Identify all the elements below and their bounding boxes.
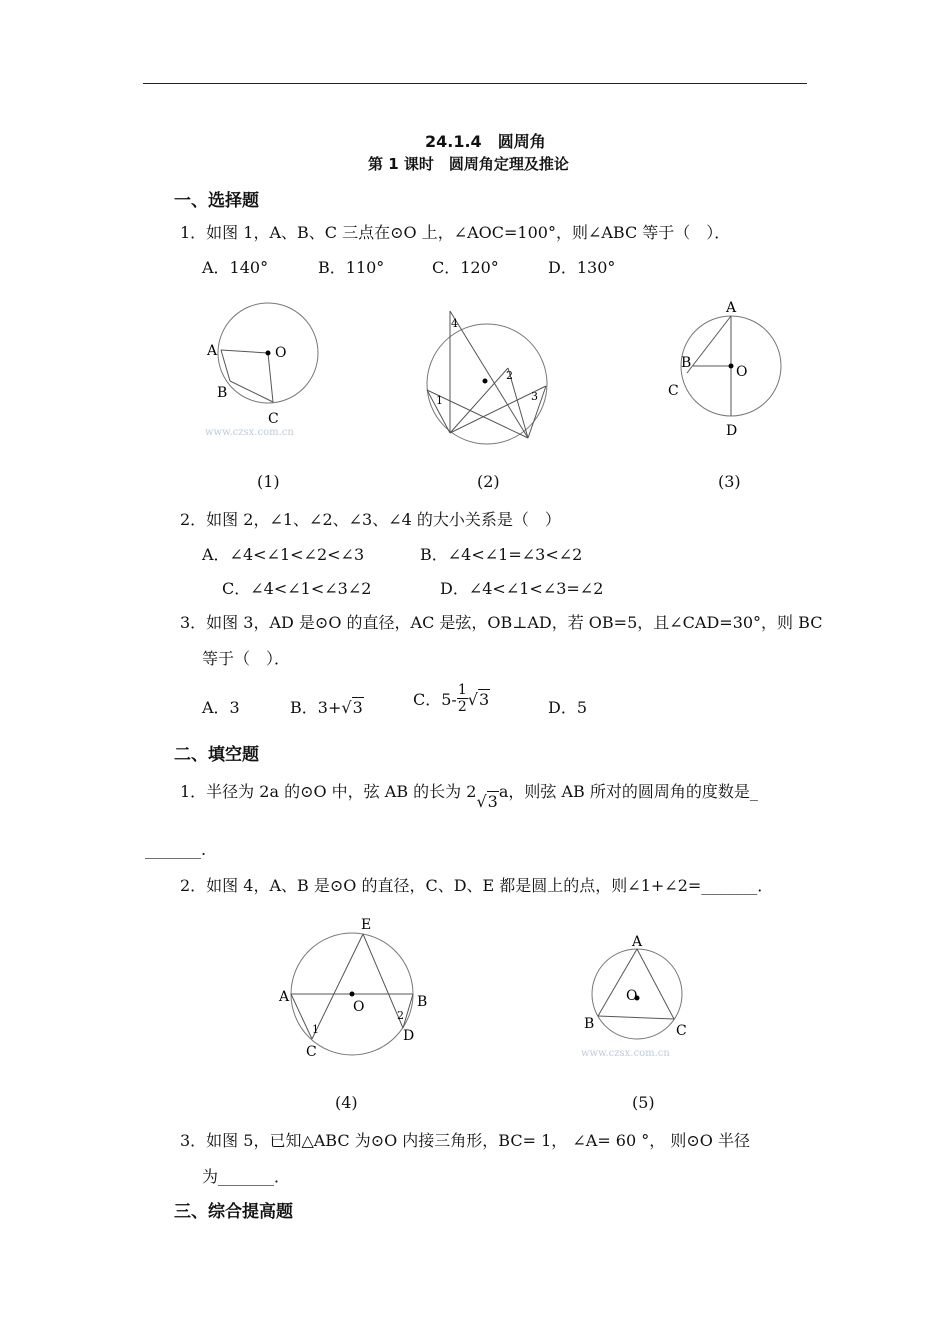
fig4-line-ac: [291, 994, 312, 1039]
section-heading-comprehensive: 三、综合提高题: [174, 1202, 293, 1222]
fig1-label-c: C: [268, 411, 279, 427]
fig4-caption: (4): [335, 1093, 358, 1112]
q2-option-d: D．∠4<∠1<∠3=∠2: [440, 579, 604, 598]
fig1-label-b: B: [217, 385, 228, 401]
q3-option-a: A．3: [202, 698, 240, 717]
question-1-stem: 1．如图 1，A、B、C 三点在⊙O 上，∠AOC=100°，则∠ABC 等于（ ）．: [180, 223, 731, 242]
question-2-stem: 2．如图 2，∠1、∠2、∠3、∠4 的大小关系是（ ）: [180, 510, 561, 529]
fig2-label-3: 3: [531, 390, 538, 403]
q1-option-b: B．110°: [318, 258, 385, 277]
q3-option-c: C．5- $\frac{1}{2}$ √3: [413, 682, 490, 715]
page-title: 24.1.4 圆周角: [425, 132, 546, 151]
fig4-label-b: B: [417, 994, 428, 1010]
fig5-label-b: B: [584, 1016, 595, 1032]
fig4-label-2: 2: [397, 1009, 404, 1022]
q3-fraction: $\frac{1}{2}$: [457, 682, 467, 715]
header-rule: [143, 83, 807, 84]
fig3-caption: (3): [718, 472, 741, 491]
q3-option-b: B．3+√3: [290, 698, 363, 717]
q2-option-a: A．∠4<∠1<∠2<∠3: [202, 545, 365, 564]
question-3-stem-line1: 3．如图 3，AD 是⊙O 的直径，AC 是弦，OB⊥AD，若 OB=5，且∠CAD=30°，则 BC: [180, 613, 823, 632]
fig2-caption: (2): [477, 472, 500, 491]
fig4-line-bd: [403, 994, 413, 1028]
figure-2: [420, 300, 560, 445]
fig3-label-o: O: [736, 364, 748, 380]
fig1-caption: (1): [257, 472, 280, 491]
fig2-circle: [427, 324, 547, 444]
fig3-label-d: D: [726, 423, 738, 439]
fig2-center-dot: [483, 379, 488, 384]
fig4-label-o: O: [353, 999, 365, 1015]
fig5-label-c: C: [676, 1023, 687, 1039]
fig3-label-c: C: [668, 383, 679, 399]
fig4-label-c: C: [306, 1044, 317, 1060]
fig3-chord-ac: [687, 316, 731, 373]
fig2-label-4: 4: [451, 317, 458, 330]
section-heading-choice: 一、选择题: [174, 191, 259, 211]
fig5-caption: (5): [632, 1093, 655, 1112]
fill-question-3-line2: 为_______．: [202, 1167, 291, 1186]
fill-question-2: 2．如图 4，A、B 是⊙O 的直径，C、D、E 都是圆上的点，则∠1+∠2=_______．: [180, 876, 774, 895]
question-3-stem-line2: 等于（ ）．: [202, 649, 291, 668]
fig4-line-ec: [312, 934, 363, 1039]
q2-option-b: B．∠4<∠1=∠3<∠2: [420, 545, 583, 564]
figure-3: [660, 294, 790, 444]
fill-question-3-line1: 3．如图 5，已知△ABC 为⊙O 内接三角形，BC= 1， ∠A= 60 °， 则⊙O 半径: [180, 1131, 750, 1150]
fig4-label-e: E: [361, 917, 372, 933]
figure-5: [575, 930, 715, 1065]
fig2-line-3: [450, 368, 508, 433]
fig3-center-dot: [729, 364, 734, 369]
fig5-side-ac: [637, 949, 674, 1019]
q1-option-d: D．130°: [548, 258, 616, 277]
fig5-side-bc: [598, 1016, 674, 1019]
fill-question-1-blank: _______.: [145, 840, 207, 859]
fig5-watermark: www.czsx.com.cn: [581, 1048, 670, 1059]
fig3-label-a: A: [726, 300, 737, 316]
fig1-line-ao: [221, 350, 268, 353]
figure-4: [276, 915, 436, 1065]
fig5-side-ab: [598, 949, 637, 1016]
fig1-label-a: A: [207, 343, 218, 359]
fig1-label-o: O: [275, 345, 287, 361]
q3-option-d: D．5: [548, 698, 588, 717]
fig5-label-o: O: [626, 988, 638, 1004]
fig4-label-d: D: [403, 1028, 415, 1044]
fig1-watermark: www.czsx.com.cn: [205, 427, 294, 438]
section-heading-fill: 二、填空题: [174, 745, 259, 765]
fig3-label-b: B: [681, 355, 692, 371]
fig1-line-oc: [268, 353, 273, 402]
page-subtitle: 第 1 课时 圆周角定理及推论: [368, 155, 569, 173]
fig2-label-1: 1: [436, 394, 443, 407]
fig4-label-a: A: [279, 989, 290, 1005]
figure-1: [195, 295, 345, 445]
fig4-label-1: 1: [312, 1023, 319, 1036]
q2-option-c: C．∠4<∠1<∠3∠2: [222, 579, 372, 598]
fig1-line-ab: [221, 350, 230, 381]
fig4-center-dot: [350, 992, 355, 997]
fig5-label-a: A: [632, 934, 643, 950]
q1-option-c: C．120°: [432, 258, 499, 277]
fill-question-1: 1．半径为 2a 的⊙O 中，弦 AB 的长为 2√3a，则弦 AB 所对的圆周角的度数是_: [180, 782, 758, 811]
q1-option-a: A．140°: [202, 258, 269, 277]
fig1-center-dot: [266, 351, 271, 356]
fig2-label-2: 2: [506, 369, 513, 382]
